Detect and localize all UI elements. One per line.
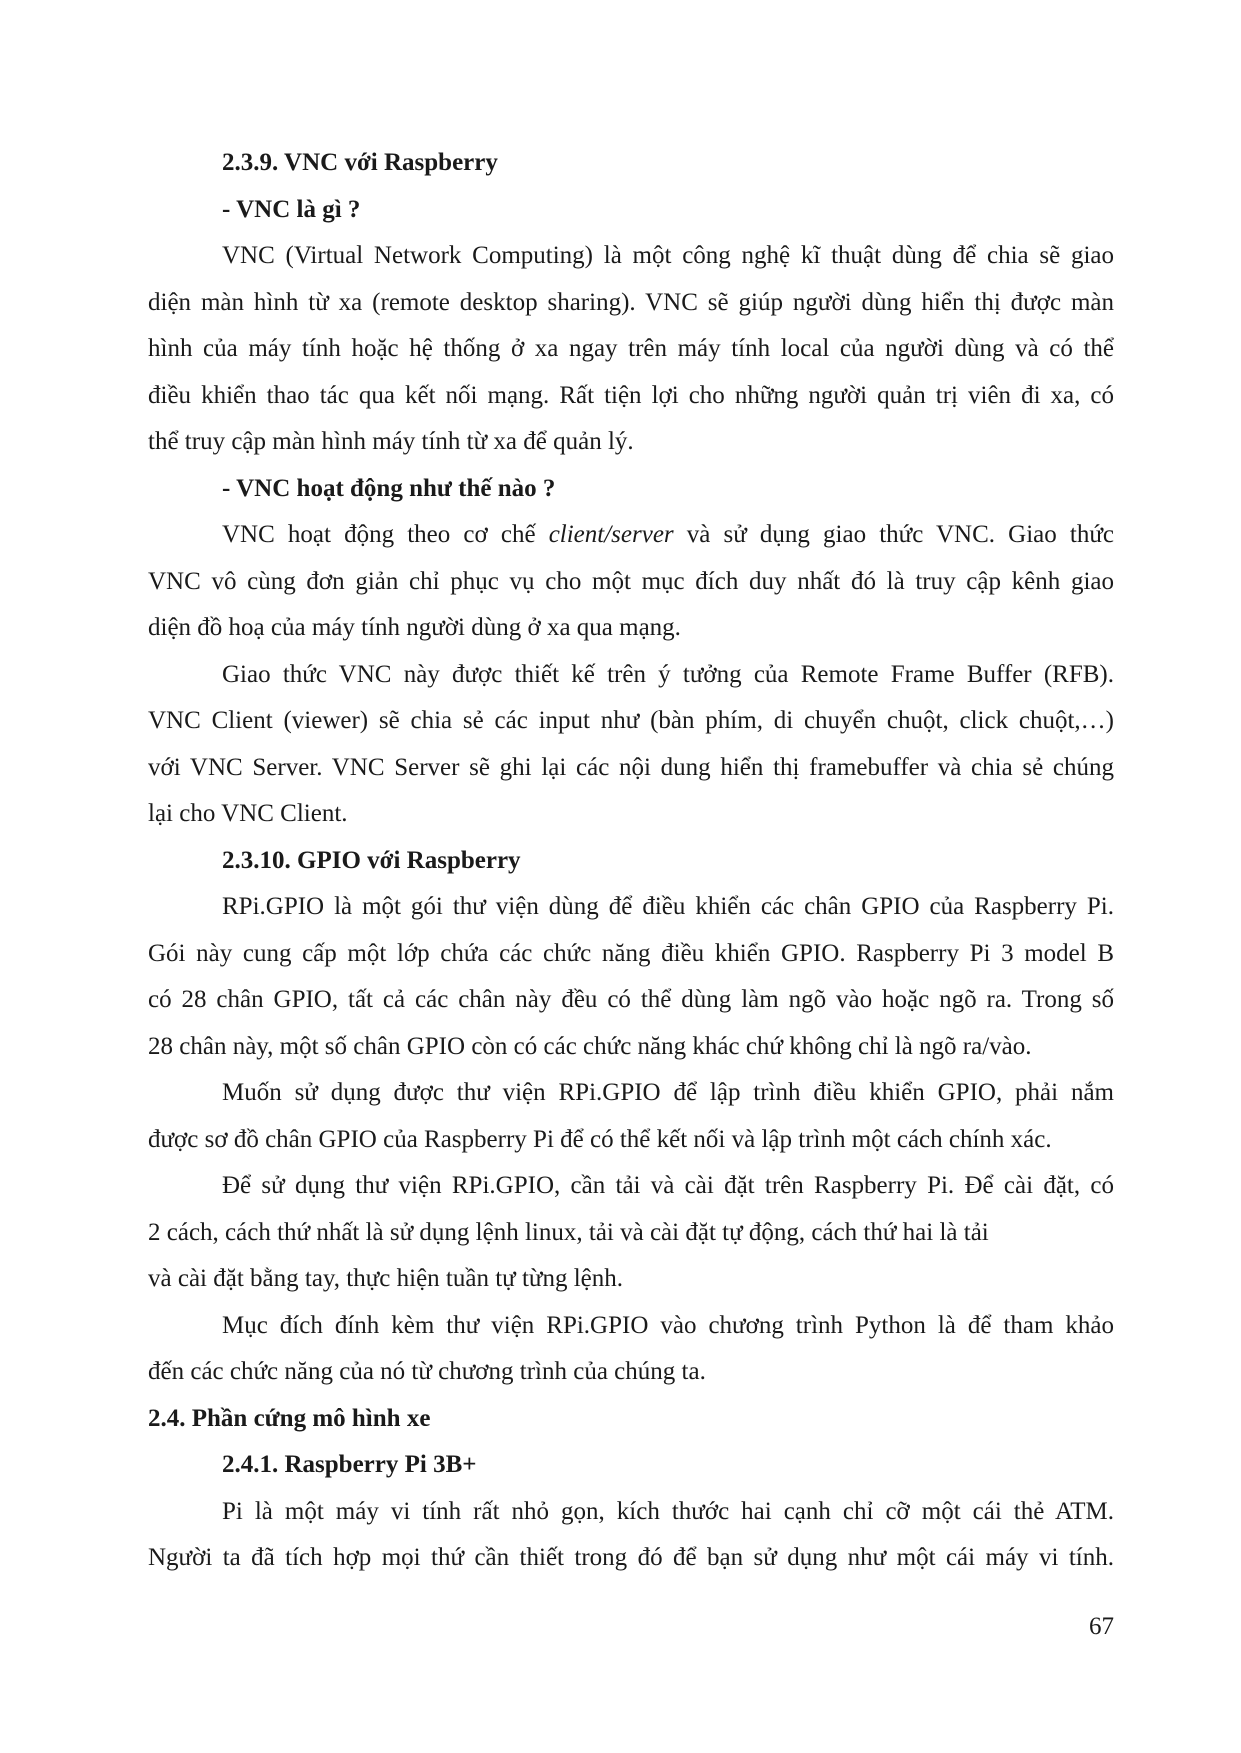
paragraph-raspberry-pi-intro: [148, 1489, 1114, 1582]
text-line: 2 cách, cách thứ nhất là sử dụng lệnh linux, tải và cài đặt tự động, cách thứ hai là tải: [148, 1218, 989, 1246]
text-line: Người ta đã tích hợp mọi thứ cần thiết trong đó để bạn sử dụng như một cái máy vi tính.: [148, 1544, 1114, 1571]
page-number: 67: [1089, 1613, 1114, 1640]
page-content: [148, 140, 1114, 1582]
text-line: có 28 chân GPIO, tất cả các chân này đều có thể dùng làm ngõ vào hoặc ngõ ra. Trong số: [148, 986, 1114, 1013]
section-heading-hardware: 2.4. Phần cứng mô hình xe: [148, 1404, 431, 1432]
paragraph-gpio-purpose: [148, 1303, 1114, 1396]
text-line: Muốn sử dụng được thư viện RPi.GPIO để lập trình điều khiển GPIO, phải nắm: [222, 1079, 1114, 1106]
text-line: đến các chức năng của nó từ chương trình của chúng ta.: [148, 1358, 706, 1385]
paragraph-gpio-intro: [148, 884, 1114, 1070]
text-segment: và sử dụng giao thức VNC. Giao thức: [673, 521, 1114, 548]
text-line: 28 chân này, một số chân GPIO còn có các chức năng khác chứ không chỉ là ngõ ra/vào.: [148, 1032, 1032, 1060]
text-line: [148, 512, 1114, 559]
text-line: diện đồ hoạ của máy tính người dùng ở xa qua mạng.: [148, 614, 681, 641]
text-segment: VNC hoạt động theo cơ chế: [222, 521, 549, 548]
text-line: được sơ đồ chân GPIO của Raspberry Pi để có thể kết nối và lập trình một cách chính xác.: [148, 1125, 1052, 1153]
italic-term: client/server: [548, 521, 674, 548]
text-line: VNC vô cùng đơn giản chỉ phục vụ cho một mục đích duy nhất đó là truy cập kênh giao: [148, 567, 1114, 595]
paragraph-gpio-usage: [148, 1070, 1114, 1163]
section-heading-gpio: 2.3.10. GPIO với Raspberry: [222, 846, 521, 874]
subheading-vnc-what-is: - VNC là gì ?: [222, 195, 361, 223]
text-line: điều khiển thao tác qua kết nối mạng. Rất tiện lợi cho những người quản trị viên đi xa, có: [148, 381, 1114, 409]
subheading-vnc-how-works: - VNC hoạt động như thế nào ?: [222, 474, 556, 502]
text-line: Để sử dụng thư viện RPi.GPIO, cần tải và cài đặt trên Raspberry Pi. Để cài đặt, có: [222, 1172, 1114, 1199]
paragraph-gpio-install: [148, 1163, 1114, 1303]
text-line: với VNC Server. VNC Server sẽ ghi lại các nội dung hiển thị framebuffer và chia sẻ chúng: [148, 753, 1114, 781]
text-line: VNC (Virtual Network Computing) là một công nghệ kĩ thuật dùng để chia sẽ giao: [222, 242, 1114, 269]
text-line: và cài đặt bằng tay, thực hiện tuần tự từng lệnh.: [148, 1265, 623, 1292]
subheading-raspberry-pi-3b: 2.4.1. Raspberry Pi 3B+: [222, 1451, 477, 1478]
text-line: RPi.GPIO là một gói thư viện dùng để điều khiển các chân GPIO của Raspberry Pi.: [222, 893, 1114, 920]
text-line: thể truy cập màn hình máy tính từ xa để quản lý.: [148, 428, 634, 455]
text-line: Gói này cung cấp một lớp chứa các chức năng điều khiển GPIO. Raspberry Pi 3 model B: [148, 939, 1114, 967]
paragraph-vnc-what-is: [148, 233, 1114, 466]
text-line: diện màn hình từ xa (remote desktop sharing). VNC sẽ giúp người dùng hiển thị được màn: [148, 288, 1114, 316]
paragraph-vnc-rfb: [148, 652, 1114, 838]
text-line: hình của máy tính hoặc hệ thống ở xa ngay trên máy tính local của người dùng và có thể: [148, 335, 1114, 362]
text-line: Pi là một máy vi tính rất nhỏ gọn, kích thước hai cạnh chỉ cỡ một cái thẻ ATM.: [222, 1497, 1114, 1525]
text-line: Mục đích đính kèm thư viện RPi.GPIO vào chương trình Python là để tham khảo: [222, 1311, 1114, 1339]
section-heading-vnc: 2.3.9. VNC với Raspberry: [222, 149, 498, 176]
text-line: Giao thức VNC này được thiết kế trên ý tưởng của Remote Frame Buffer (RFB).: [222, 660, 1114, 688]
text-line: VNC Client (viewer) sẽ chia sẻ các input như (bàn phím, di chuyển chuột, click chuột,…): [148, 707, 1114, 734]
paragraph-vnc-how-works: [148, 512, 1114, 652]
text-line: lại cho VNC Client.: [148, 800, 348, 827]
